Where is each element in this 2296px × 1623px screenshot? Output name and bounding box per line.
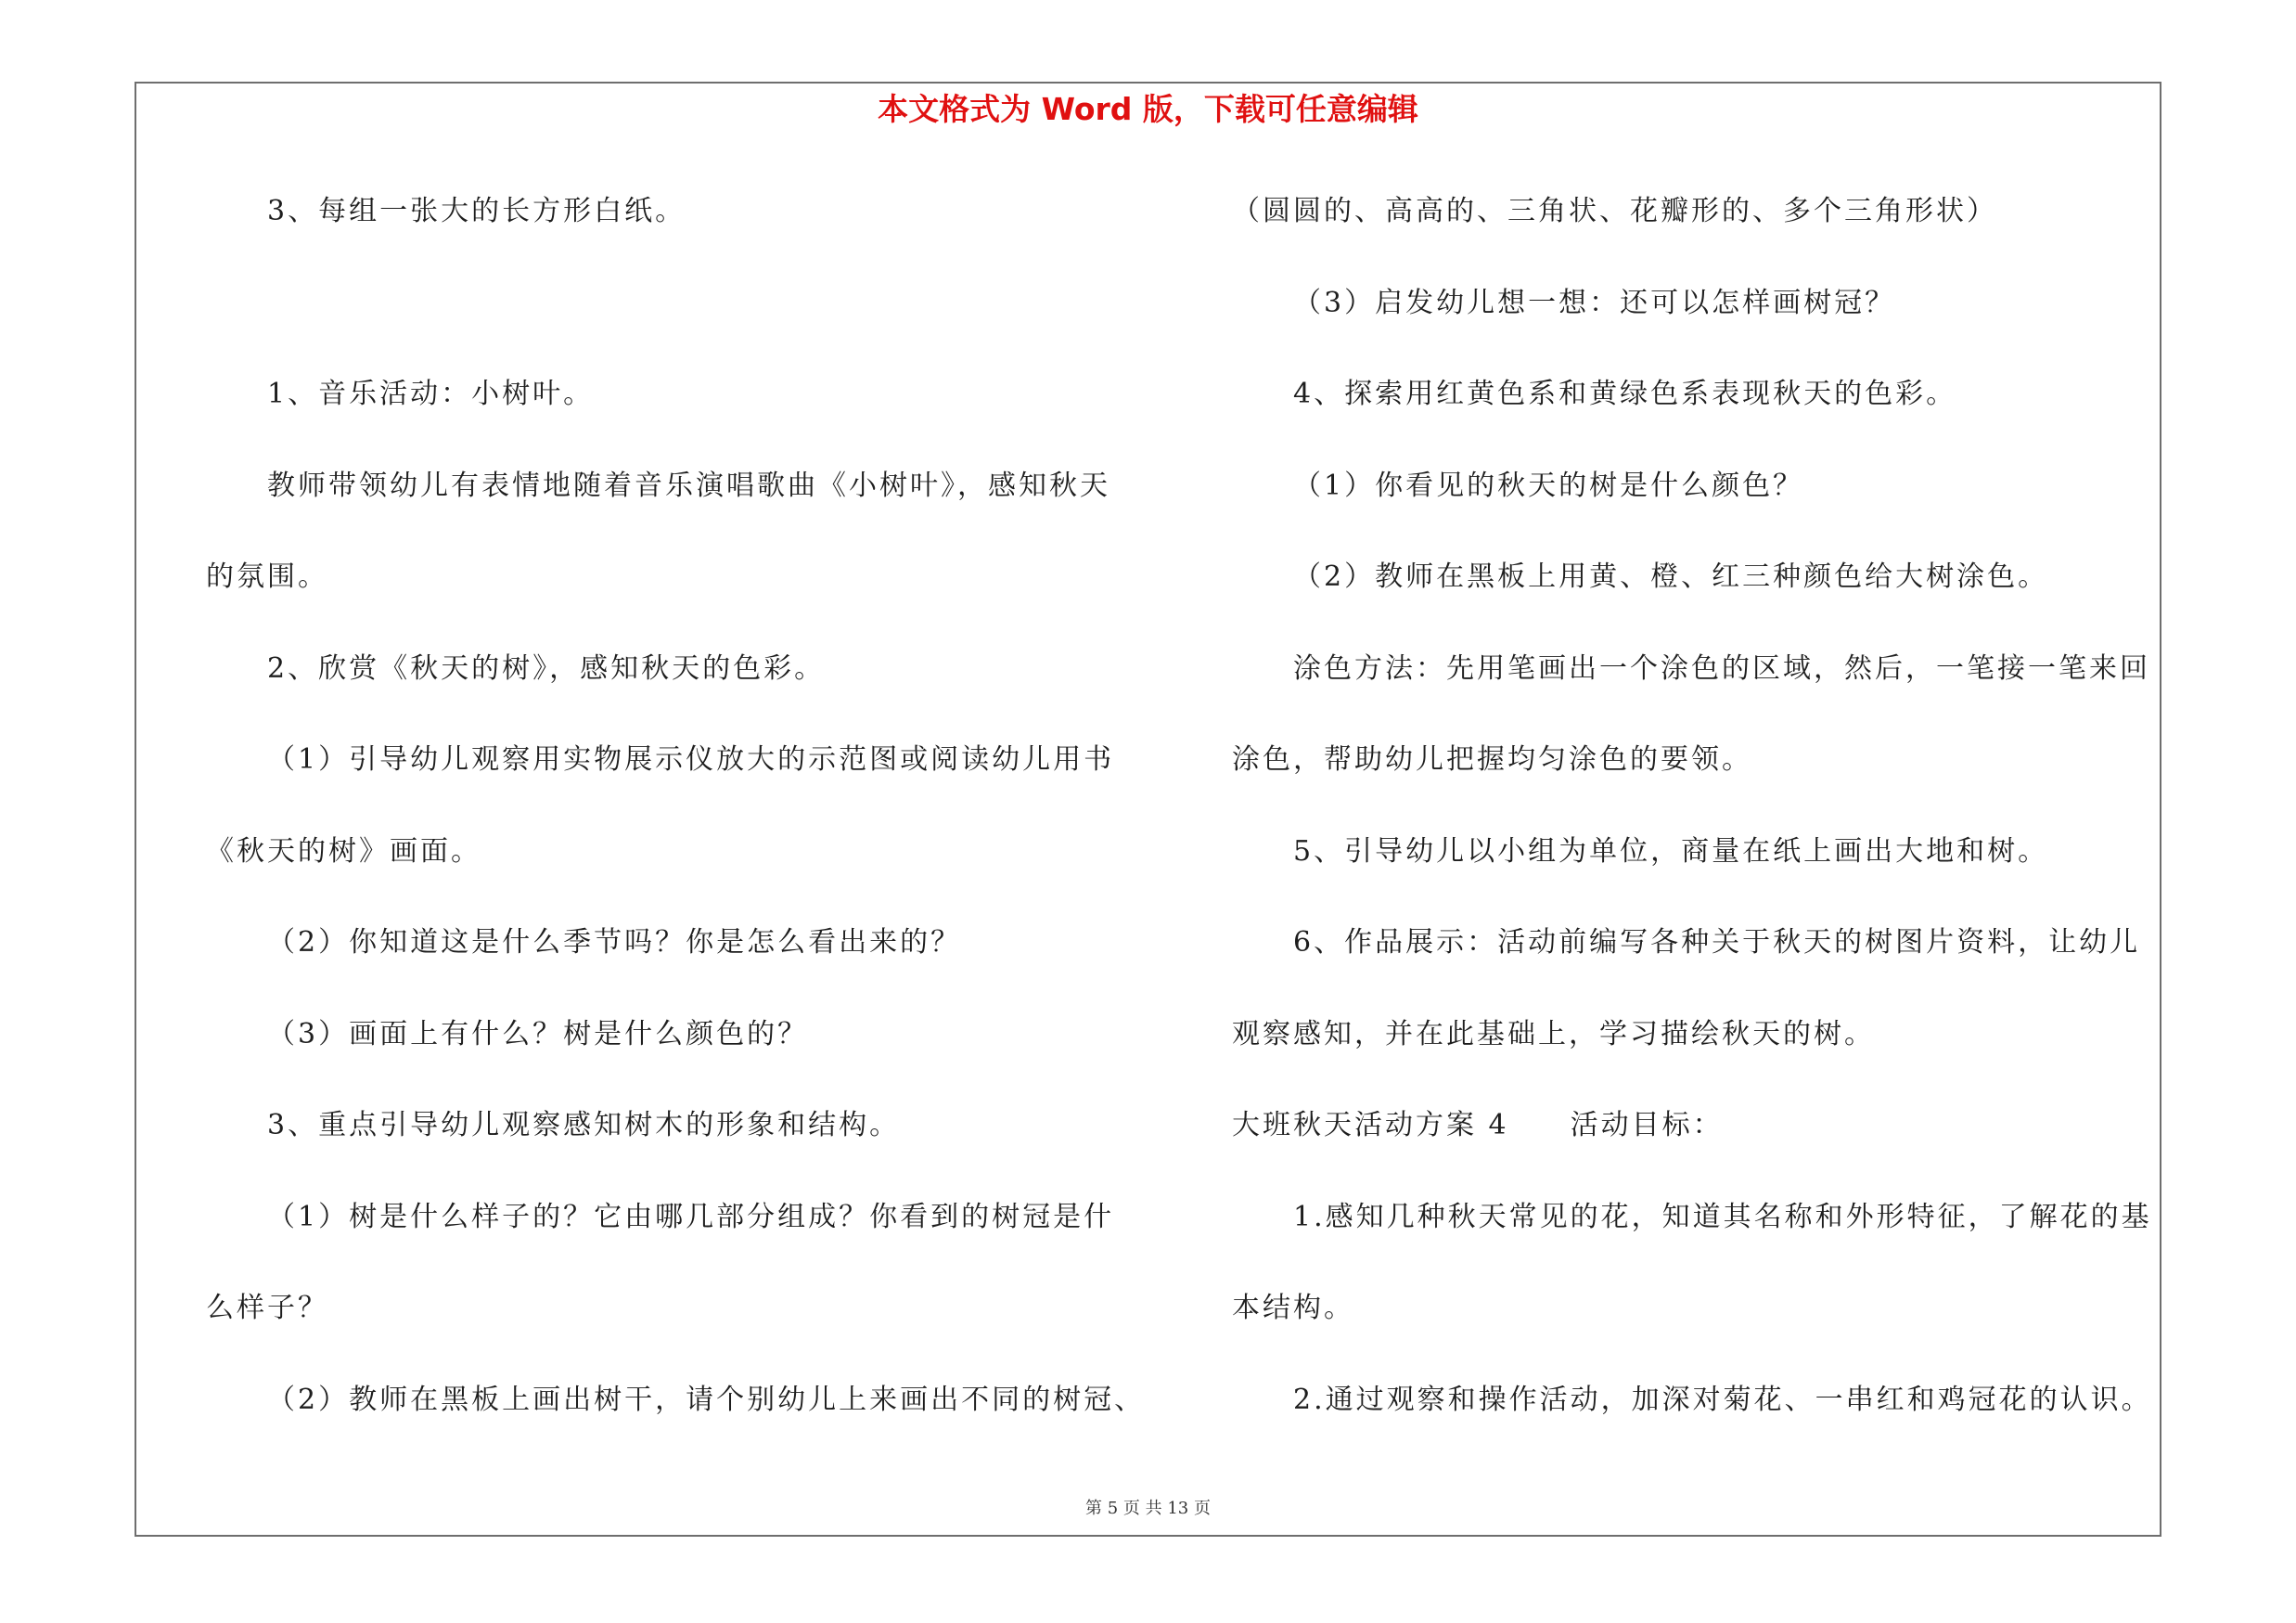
text-line: 5、引导幼儿以小组为单位，商量在纸上画出大地和树。 bbox=[1293, 834, 2049, 868]
text-line: （1）引导幼儿观察用实物展示仪放大的示范图或阅读幼儿用书 bbox=[267, 743, 1115, 776]
text-line: （圆圆的、高高的、三角状、花瓣形的、多个三角形状） bbox=[1232, 195, 1997, 227]
text-line: 涂色方法：先用笔画出一个涂色的区域，然后，一笔接一笔来回 bbox=[1293, 651, 2150, 685]
text-line: （2）你知道这是什么季节吗？你是怎么看出来的？ bbox=[267, 926, 962, 959]
text-line: （2）教师在黑板上用黄、橙、红三种颜色给大树涂色。 bbox=[1293, 560, 2049, 593]
text-line: （1）你看见的秋天的树是什么颜色？ bbox=[1293, 469, 1804, 502]
text-line: 本结构。 bbox=[1232, 1292, 1354, 1324]
text-line: 《秋天的树》画面。 bbox=[206, 834, 481, 868]
text-line: 6、作品展示：活动前编写各种关于秋天的树图片资料，让幼儿 bbox=[1293, 926, 2141, 959]
text-line: 2.通过观察和操作活动，加深对菊花、一串红和鸡冠花的认识。 bbox=[1293, 1383, 2152, 1416]
text-line: 观察感知，并在此基础上，学习描绘秋天的树。 bbox=[1232, 1017, 1875, 1050]
text-line: 3、重点引导幼儿观察感知树木的形象和结构。 bbox=[267, 1109, 901, 1141]
text-line: 1、音乐活动：小树叶。 bbox=[267, 378, 595, 410]
text-line: 2、欣赏《秋天的树》，感知秋天的色彩。 bbox=[267, 651, 826, 685]
text-line: 涂色，帮助幼儿把握均匀涂色的要领。 bbox=[1232, 743, 1752, 776]
text-line: （1）树是什么样子的？它由哪几部分组成？你看到的树冠是什 bbox=[267, 1200, 1115, 1233]
text-line: 3、每组一张大的长方形白纸。 bbox=[267, 195, 686, 227]
text-line: 教师带领幼儿有表情地随着音乐演唱歌曲《小树叶》，感知秋天 bbox=[267, 469, 1110, 502]
text-line: 的氛围。 bbox=[206, 560, 328, 593]
text-line: （2）教师在黑板上画出树干，请个别幼儿上来画出不同的树冠、 bbox=[267, 1383, 1146, 1416]
text-line: 4、探索用红黄色系和黄绿色系表现秋天的色彩。 bbox=[1293, 378, 1957, 410]
text-line: 1.感知几种秋天常见的花，知道其名称和外形特征，了解花的基 bbox=[1293, 1200, 2152, 1233]
text-line: （3）画面上有什么？树是什么颜色的？ bbox=[267, 1017, 809, 1050]
page-header-notice: 本文格式为 Word 版，下载可任意编辑 bbox=[878, 91, 1418, 127]
page-number-footer: 第 5 页 共 13 页 bbox=[1085, 1499, 1211, 1518]
right-column bbox=[1232, 187, 2206, 1467]
text-line: 么样子？ bbox=[206, 1292, 328, 1324]
left-column bbox=[206, 187, 1180, 1467]
text-line: （3）启发幼儿想一想：还可以怎样画树冠？ bbox=[1293, 286, 1896, 319]
text-line: 大班秋天活动方案 4 活动目标： bbox=[1232, 1109, 1724, 1141]
text-line bbox=[206, 279, 1180, 371]
